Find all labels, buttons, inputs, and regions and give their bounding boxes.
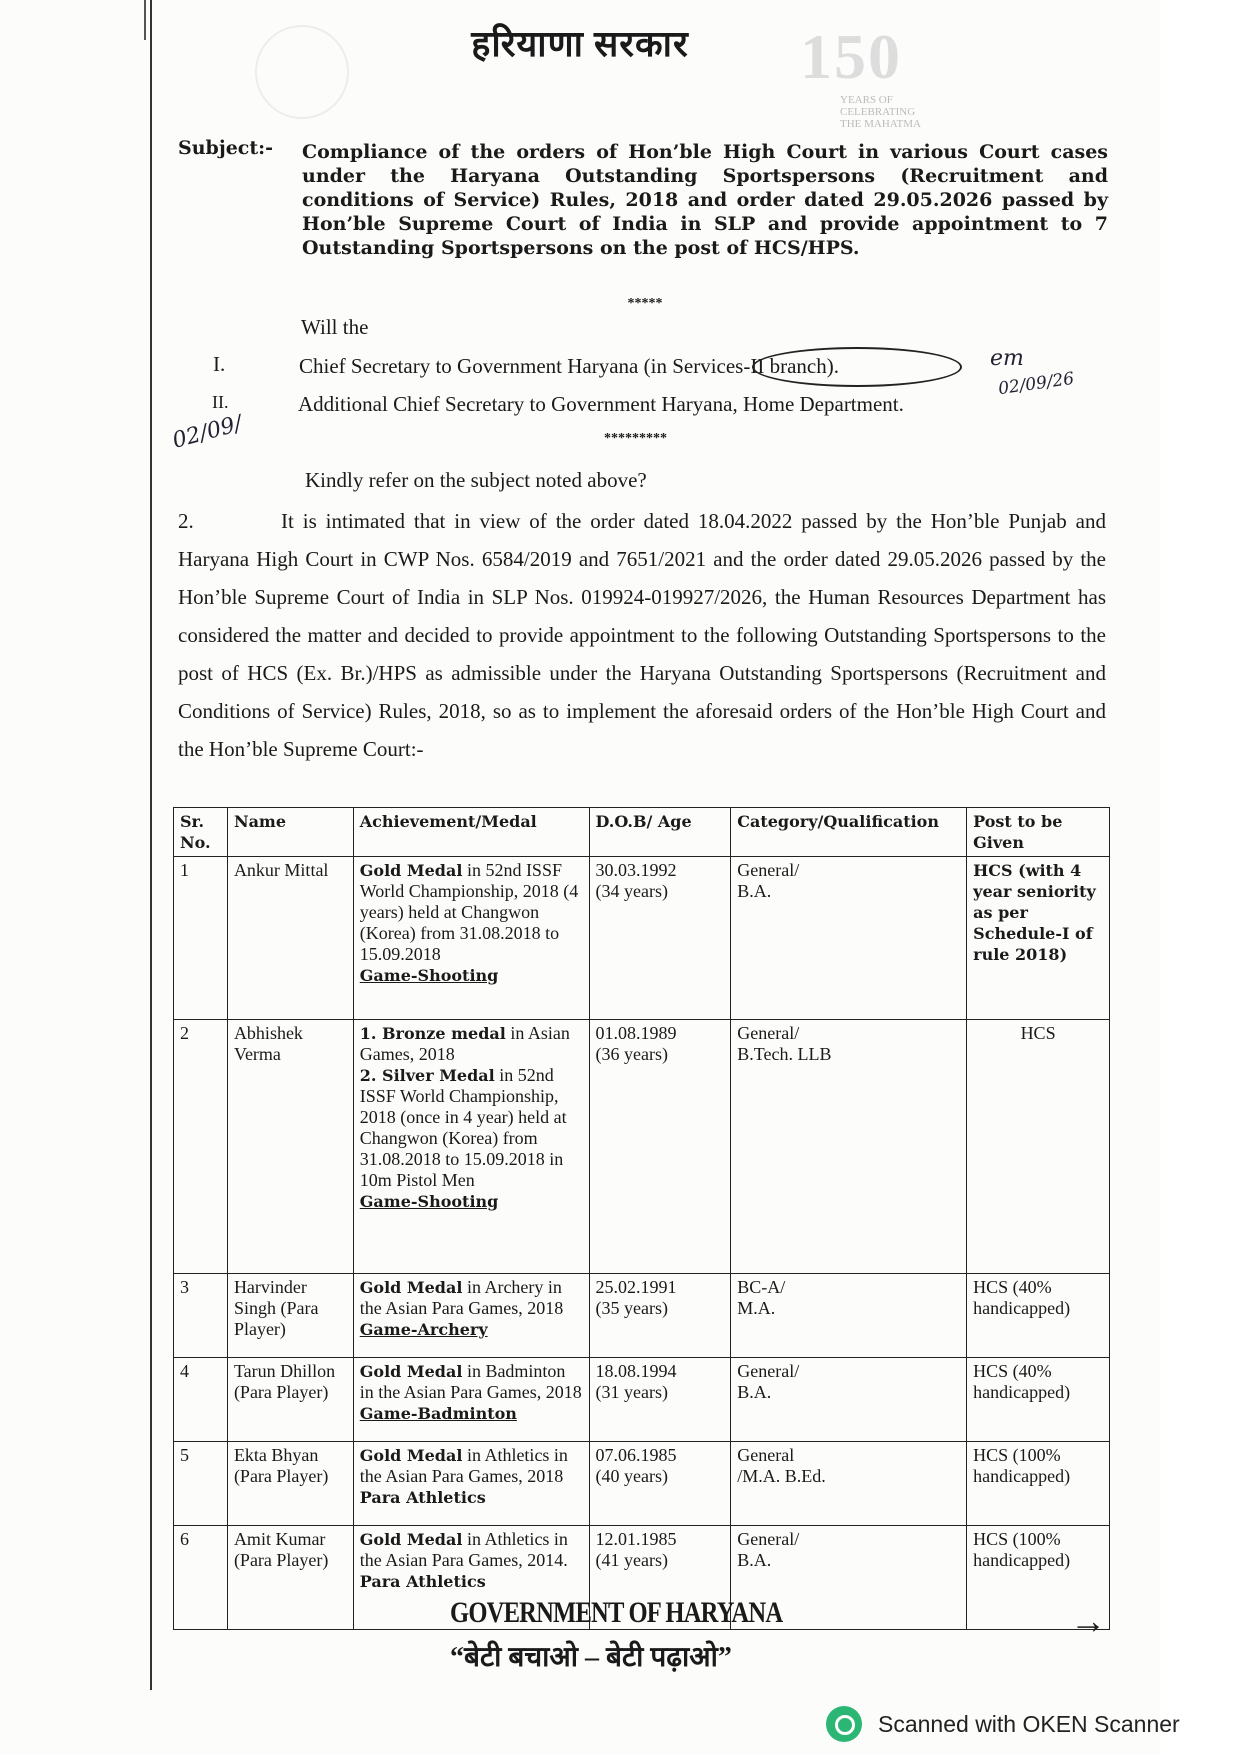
col-header-sr: Sr. No. bbox=[174, 808, 228, 857]
cell-name: Harvinder Singh (Para Player) bbox=[227, 1274, 353, 1358]
cell-name: Ankur Mittal bbox=[227, 857, 353, 1020]
cell-post: HCS (40% handicapped) bbox=[967, 1358, 1110, 1442]
cell-achievement bbox=[353, 857, 589, 1020]
dob: 12.01.1985 bbox=[595, 1529, 677, 1549]
table-row bbox=[174, 1020, 1110, 1274]
qualification: B.Tech. LLB bbox=[737, 1044, 832, 1064]
category: BC-A/ bbox=[737, 1277, 786, 1297]
scan-edge-line bbox=[150, 0, 152, 1690]
kindly-refer-line: Kindly refer on the subject noted above? bbox=[305, 468, 647, 492]
age: (36 years) bbox=[595, 1044, 668, 1064]
medal-label: Gold Medal bbox=[359, 1446, 463, 1465]
cell-category bbox=[731, 1020, 967, 1274]
cell-post: HCS bbox=[967, 1020, 1110, 1274]
cell-achievement bbox=[353, 1020, 589, 1274]
cell-sr: 1 bbox=[174, 857, 228, 1020]
achievement-text: in Athletics in the Asian Para Games, 2014. bbox=[359, 1529, 568, 1570]
game-label: Game-Badminton bbox=[359, 1404, 517, 1423]
qualification: B.A. bbox=[737, 1550, 772, 1570]
game-label: Game-Archery bbox=[359, 1320, 488, 1339]
paragraph-number: 2. bbox=[178, 509, 194, 533]
cell-name: Ekta Bhyan (Para Player) bbox=[227, 1442, 353, 1526]
achievement-text: in 52nd ISSF World Championship, 2018 (once in 4 year) held at Changwon (Korea) from 31.08.2018 to 15.09.2018 in 10m Pistol Men bbox=[359, 1065, 567, 1190]
col-header-dob: D.O.B/ Age bbox=[589, 808, 731, 857]
cell-category bbox=[731, 857, 967, 1020]
medal-label: Silver Medal bbox=[382, 1066, 495, 1085]
age: (34 years) bbox=[595, 881, 668, 901]
cell-sr: 3 bbox=[174, 1274, 228, 1358]
medal-label: Gold Medal bbox=[359, 1362, 463, 1381]
medal-label: Gold Medal bbox=[359, 861, 463, 880]
cell-name: Amit Kumar (Para Player) bbox=[227, 1526, 353, 1630]
table-row bbox=[174, 1442, 1110, 1526]
cell-dob bbox=[589, 1020, 731, 1274]
cell-post: HCS (40% handicapped) bbox=[967, 1274, 1110, 1358]
cell-category bbox=[731, 1442, 967, 1526]
anniversary-caption-1: YEARS OF bbox=[840, 94, 893, 106]
cell-category bbox=[731, 1274, 967, 1358]
age: (31 years) bbox=[595, 1382, 668, 1402]
handwritten-initials: em bbox=[990, 346, 1024, 371]
achievement-2-number: 2. bbox=[359, 1066, 383, 1085]
cell-dob bbox=[589, 857, 731, 1020]
achievement-text: in Athletics in the Asian Para Games, 2018 bbox=[359, 1445, 568, 1486]
page-title: हरियाणा सरकार bbox=[471, 24, 689, 64]
cell-dob bbox=[589, 1274, 731, 1358]
cell-sr: 4 bbox=[174, 1358, 228, 1442]
cell-name: Tarun Dhillon (Para Player) bbox=[227, 1358, 353, 1442]
dob: 30.03.1992 bbox=[595, 860, 677, 880]
continue-arrow-icon: → bbox=[1070, 1601, 1106, 1641]
achievement-text: in 52nd ISSF World Championship, 2018 (4 years) held at Changwon (Korea) from 31.08.2018 to 15.09.2018 bbox=[359, 860, 579, 964]
subject-text: Compliance of the orders of Hon’ble High Court in various Court cases under the Haryana Outstanding Sportspersons (Recruitment and conditions of Service) Rules, 2018 and order dated 29.05.2026 passed by Hon’ble Supreme Court of India in SLP and provide appointment to 7 Outstanding Sportspersons on the post of HCS/HPS. bbox=[302, 141, 1108, 259]
dob: 18.08.1994 bbox=[595, 1361, 677, 1381]
anniversary-caption-2: CELEBRATING bbox=[840, 106, 916, 118]
separator-stars-2: ********* bbox=[604, 431, 667, 446]
qualification: B.A. bbox=[737, 1382, 772, 1402]
age: (41 years) bbox=[595, 1550, 668, 1570]
addressee-1-branch: Services-II branch). bbox=[672, 354, 839, 378]
qualification: /M.A. B.Ed. bbox=[737, 1466, 826, 1486]
table-row bbox=[174, 1358, 1110, 1442]
dob: 07.06.1985 bbox=[595, 1445, 677, 1465]
achievement-text: in Archery in the Asian Para Games, 2018 bbox=[359, 1277, 564, 1318]
achievement-text: in Asian Games, 2018 bbox=[359, 1023, 570, 1064]
dob: 01.08.1989 bbox=[595, 1023, 677, 1043]
paragraph-2 bbox=[178, 502, 1106, 768]
category: General/ bbox=[737, 860, 800, 880]
col-header-post: Post to be Given bbox=[967, 808, 1110, 857]
cell-achievement bbox=[353, 1274, 589, 1358]
table-header-row bbox=[174, 808, 1110, 857]
cell-post: HCS (with 4 year seniority as per Schedule-I of rule 2018) bbox=[967, 857, 1110, 1020]
cell-achievement bbox=[353, 1442, 589, 1526]
footer-government: GOVERNMENT OF HARYANA bbox=[450, 1596, 783, 1629]
cell-dob bbox=[589, 1442, 731, 1526]
cell-category bbox=[731, 1358, 967, 1442]
separator-stars: ***** bbox=[627, 296, 663, 311]
qualification: M.A. bbox=[737, 1298, 776, 1318]
game-label: Game-Shooting bbox=[359, 1192, 499, 1211]
age: (40 years) bbox=[595, 1466, 668, 1486]
achievement-1-number: 1. bbox=[359, 1024, 383, 1043]
qualification: B.A. bbox=[737, 881, 772, 901]
category: General/ bbox=[737, 1529, 800, 1549]
addressee-2: Additional Chief Secretary to Government Haryana, Home Department. bbox=[298, 392, 904, 416]
table-row bbox=[174, 1274, 1110, 1358]
category: General bbox=[737, 1445, 795, 1465]
sportspersons-table bbox=[173, 807, 1110, 1630]
game-label: Game-Shooting bbox=[359, 966, 499, 985]
achievement-text: in Badminton in the Asian Para Games, 2018 bbox=[359, 1361, 582, 1402]
paragraph-2-text: It is intimated that in view of the order dated 18.04.2022 passed by the Hon’ble Punjab and Haryana High Court in CWP Nos. 6584/2019 and 7651/2021 and the order dated 29.05.2026 passed by the Hon’ble Supreme Court of India in SLP Nos. 019924-019927/2026, the Human Resources Department has considered the matter and decided to provide appointment to the following Outstanding Sportspersons to the post of HCS (Ex. Br.)/HPS as admissible under the Haryana Outstanding Sportspersons (Recruitment and Conditions of Service) Rules, 2018, so as to implement the aforesaid orders of the Hon’ble High Court and the Hon’ble Supreme Court:- bbox=[178, 509, 1106, 761]
subject-label: Subject:- bbox=[178, 137, 274, 159]
cell-sr: 6 bbox=[174, 1526, 228, 1630]
anniversary-caption-3: THE MAHATMA bbox=[840, 118, 921, 130]
addressee-1-number: I. bbox=[213, 352, 226, 376]
dob: 25.02.1991 bbox=[595, 1277, 677, 1297]
handwritten-circle bbox=[752, 347, 962, 387]
cell-dob bbox=[589, 1358, 731, 1442]
scanner-watermark bbox=[826, 1704, 1180, 1744]
category: General/ bbox=[737, 1023, 800, 1043]
medal-label: Gold Medal bbox=[359, 1278, 463, 1297]
table-row bbox=[174, 857, 1110, 1020]
game-label: Para Athletics bbox=[359, 1572, 486, 1591]
medal-label: Bronze medal bbox=[382, 1024, 506, 1043]
cell-name: Abhishek Verma bbox=[227, 1020, 353, 1274]
anniversary-numeral: 150 bbox=[800, 21, 902, 92]
cell-achievement bbox=[353, 1358, 589, 1442]
handwritten-date: 02/09/26 bbox=[996, 368, 1076, 400]
age: (35 years) bbox=[595, 1298, 668, 1318]
col-header-name: Name bbox=[227, 808, 353, 857]
cell-post: HCS (100% handicapped) bbox=[967, 1442, 1110, 1526]
addressee-intro: Will the bbox=[301, 315, 369, 339]
col-header-achievement: Achievement/Medal bbox=[353, 808, 589, 857]
footer-slogan: “बेटी बचाओ – बेटी पढ़ाओ” bbox=[450, 1642, 732, 1673]
medal-label: Gold Medal bbox=[359, 1530, 463, 1549]
cell-sr: 5 bbox=[174, 1442, 228, 1526]
cell-sr: 2 bbox=[174, 1020, 228, 1274]
game-label: Para Athletics bbox=[359, 1488, 486, 1507]
anniversary-logo bbox=[800, 20, 980, 145]
addressee-1-text: Chief Secretary to Government Haryana (in bbox=[299, 354, 667, 378]
cell-post: HCS (100% handicapped) bbox=[967, 1526, 1110, 1630]
col-header-category: Category/Qualification bbox=[731, 808, 967, 857]
handwritten-margin-signature: 02/09/ bbox=[169, 411, 245, 454]
scanner-watermark-text: Scanned with OKEN Scanner bbox=[878, 1710, 1180, 1737]
category: General/ bbox=[737, 1361, 800, 1381]
scanner-logo-icon bbox=[826, 1706, 862, 1742]
addressee-2-number: II. bbox=[212, 392, 229, 412]
